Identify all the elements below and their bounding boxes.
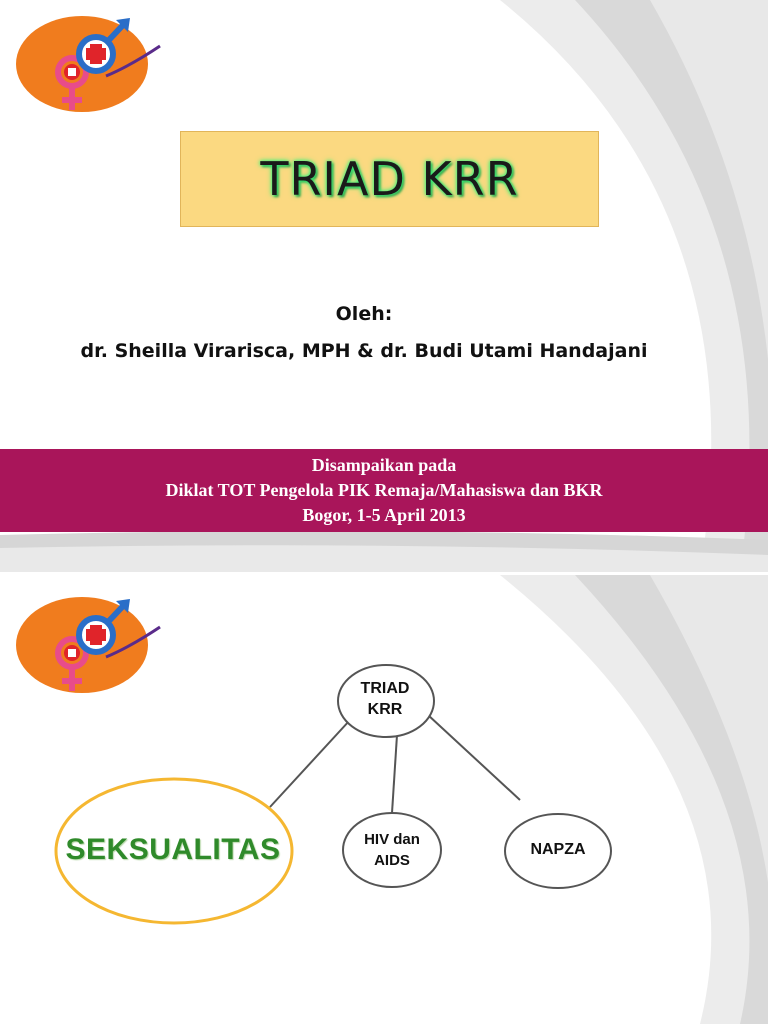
root-label-line-2: KRR [367, 701, 403, 718]
slide-title: TRIAD KRR [260, 152, 519, 206]
band-line-2: Diklat TOT Pengelola PIK Remaja/Mahasiswa dan BKR [165, 480, 603, 500]
hiv-node-label [346, 829, 438, 871]
band-line-3: Bogor, 1-5 April 2013 [302, 505, 466, 525]
root-label-line-1: TRIAD [360, 680, 410, 697]
root-node-label [340, 678, 430, 720]
edge-root-hiv [392, 735, 397, 813]
band-line-1: Disampaikan pada [311, 455, 457, 475]
hiv-label-line-2: AIDS [374, 852, 410, 869]
by-label: Oleh: [335, 303, 393, 325]
authors-line: dr. Sheilla Virarisca, MPH & dr. Budi Utami Handajani [80, 340, 648, 362]
napza-node-label: NAPZA [530, 841, 586, 858]
presentation-info-band [0, 449, 768, 532]
hiv-label-line-1: HIV dan [364, 831, 420, 848]
diagram-slide [0, 575, 768, 1024]
edge-root-napza [428, 715, 520, 800]
title-box [180, 131, 599, 227]
edge-root-seks [270, 720, 350, 807]
triad-diagram [0, 575, 768, 1024]
seksualitas-label: SEKSUALITAS [65, 833, 281, 866]
lebih-sehat-logo-icon [10, 6, 170, 114]
